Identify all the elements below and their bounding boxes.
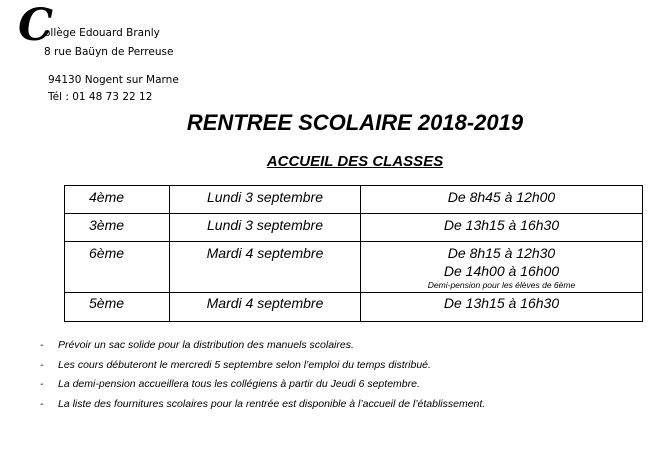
class-cell: 3ème	[65, 214, 170, 242]
school-city: 94130 Nogent sur Marne	[48, 74, 179, 86]
table-row	[65, 242, 643, 293]
list-item	[40, 356, 485, 376]
table-row	[65, 186, 643, 214]
note-text: Les cours débuteront le mercredi 5 septembre selon l’emploi du temps distribué.	[58, 358, 431, 371]
day-cell: Lundi 3 septembre	[170, 186, 361, 214]
page-subtitle: ACCUEIL DES CLASSES	[266, 153, 444, 170]
time-cell: De 13h15 à 16h30	[361, 214, 643, 242]
bullet-dash: -	[40, 339, 44, 351]
list-item	[40, 375, 485, 395]
class-cell: 4ème	[65, 186, 170, 214]
school-street: 8 rue Baüyn de Perreuse	[44, 46, 174, 58]
note-text: La demi-pension accueillera tous les collégiens à partir du Jeudi 6 septembre.	[58, 378, 420, 390]
time-cell	[361, 242, 643, 293]
class-cell: 6ème	[65, 242, 170, 293]
list-item	[40, 336, 485, 356]
day-cell: Mardi 4 septembre	[170, 293, 361, 322]
table-row	[65, 293, 643, 322]
day-cell: Lundi 3 septembre	[170, 214, 361, 242]
bullet-dash: -	[40, 358, 44, 371]
school-logo-letter: C	[18, 0, 54, 51]
schedule-table	[64, 185, 643, 322]
list-item	[40, 395, 485, 415]
time-afternoon: De 14h00 à 16h00	[443, 263, 560, 279]
time-morning: De 8h15 à 12h30	[447, 245, 556, 261]
school-phone: Tél : 01 48 73 22 12	[48, 91, 153, 103]
class-cell: 5ème	[65, 293, 170, 322]
notes-list	[40, 336, 485, 414]
bullet-dash: -	[40, 378, 44, 390]
page-title: RENTREE SCOLAIRE 2018-2019	[186, 110, 524, 135]
day-cell: Mardi 4 septembre	[170, 242, 361, 293]
note-text: Prévoir un sac solide pour la distribution des manuels scolaires.	[58, 339, 354, 351]
half-board-note: Demi-pension pour les élèves de 6ème	[427, 280, 576, 290]
note-text: La liste des fournitures scolaires pour la rentrée est disponible à l’accueil de l’établissement.	[58, 397, 486, 410]
time-cell: De 13h15 à 16h30	[361, 293, 643, 322]
time-cell: De 8h45 à 12h00	[361, 186, 643, 214]
table-row	[65, 214, 643, 242]
bullet-dash: -	[40, 397, 44, 410]
school-name: ollège Edouard Branly	[44, 27, 160, 39]
